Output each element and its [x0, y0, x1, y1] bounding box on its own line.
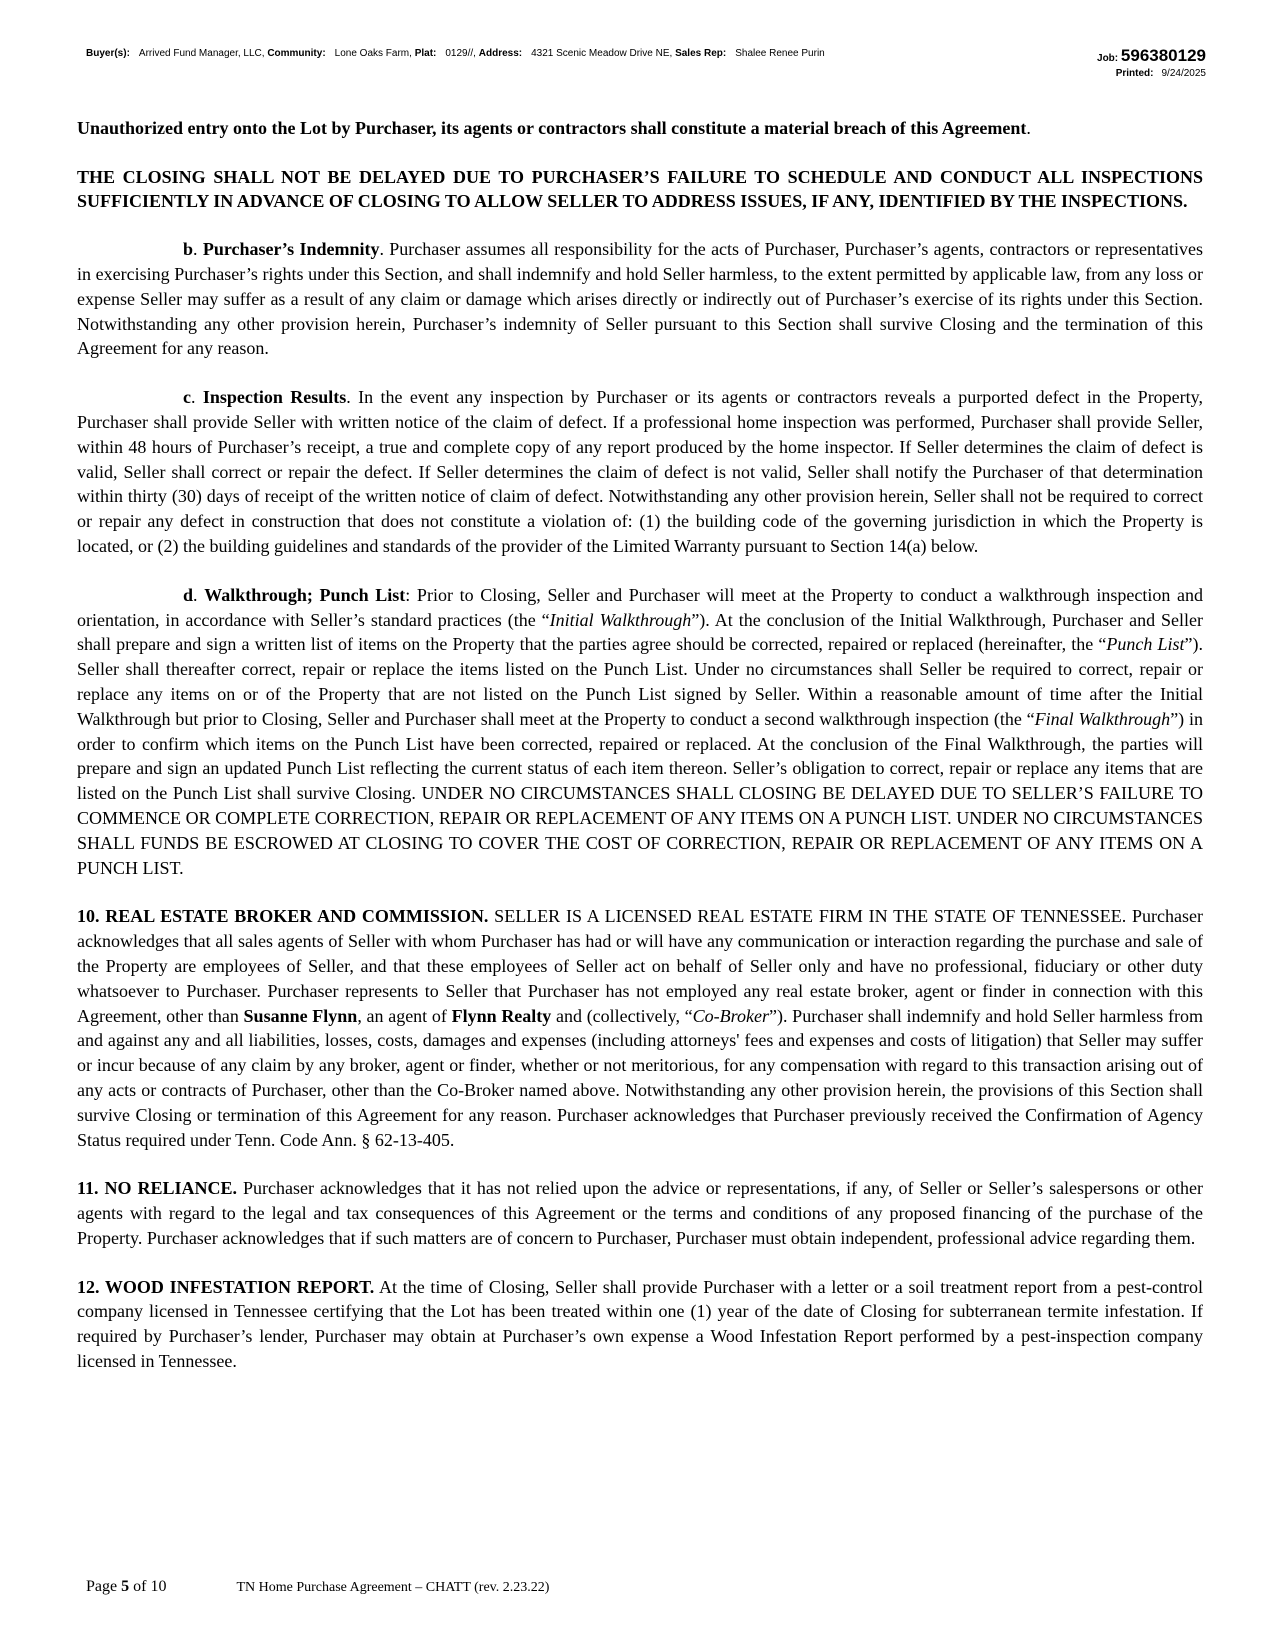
section-11-heading: 11. NO RELIANCE.: [77, 1178, 238, 1199]
section-b-letter: b: [183, 239, 194, 260]
job-label: Job:: [1097, 53, 1119, 64]
address-label: Address:: [478, 48, 523, 59]
job-info: [1097, 46, 1206, 79]
section-d-letter: d: [183, 584, 194, 605]
section-b-purchaser-indemnity: [77, 237, 1203, 361]
community-label: Community:: [267, 48, 326, 59]
closing-not-delayed-notice: THE CLOSING SHALL NOT BE DELAYED DUE TO PURCHASER’S FAILURE TO SCHEDULE AND CONDUCT ALL INSPECTIONS SUFFICIENTLY IN ADVANCE OF CLOSING TO ALLOW SELLER TO ADDRESS ISSUES, IF ANY, IDENTIFIED BY THE INSPECTIONS.: [77, 166, 1203, 211]
co-broker-term: Co-Broker: [692, 1005, 769, 1026]
document-body: [77, 116, 1203, 1374]
unauthorized-entry-end: .: [1026, 118, 1031, 138]
buyer-info-line: [86, 48, 839, 59]
section-d-sep: .: [193, 584, 205, 605]
form-name: TN Home Purchase Agreement – CHATT (rev. 2.23.22): [236, 1580, 550, 1595]
section-10-text-2: , an agent of: [357, 1005, 452, 1026]
unauthorized-entry-bold: Unauthorized entry onto the Lot by Purchaser, its agents or contractors shall constitute a material breach of this Agreement: [77, 118, 1027, 138]
page-total: 10: [150, 1578, 167, 1595]
section-d-text-1: : Prior to Closing, Seller and Purchaser will meet at the Property to conduct a walkthrough inspection and orientation, in accordance with Seller’s standard practices (the “: [77, 584, 1204, 630]
section-12-heading: 12. WOOD INFESTATION REPORT.: [77, 1276, 375, 1297]
section-c-heading: Inspection Results: [202, 387, 347, 408]
co-broker-agent-name: Susanne Flynn: [243, 1005, 358, 1026]
section-b-text: . Purchaser assumes all responsibility for the acts of Purchaser, Purchaser’s agents, contractors or representatives in exercising Purchaser’s rights under this Section, and shall indemnify and hold Seller harmless, to the extent permitted by applicable law, from any loss or expense Seller may suffer as a result of any claim or damage which arises directly or indirectly out of Purchaser’s exercise of its rights under this Section. Notwithstanding any other provision herein, Purchaser’s indemnity of Seller pursuant to this Section shall survive Closing and the termination of this Agreement for any reason.: [77, 239, 1203, 359]
buyer-label: Buyer(s):: [86, 48, 130, 59]
printed-date: 9/24/2025: [1161, 68, 1206, 79]
section-c-sep: .: [191, 387, 203, 408]
section-10-text-3: and (collectively, “: [551, 1005, 693, 1026]
page-indicator: [86, 1578, 166, 1595]
community-value: Lone Oaks Farm,: [334, 48, 412, 59]
address-value: 4321 Scenic Meadow Drive NE,: [531, 48, 673, 59]
section-b-sep: .: [193, 239, 203, 260]
section-d-text-4: ”) in order to confirm which items on the Punch List have been corrected, repaired or replaced. At the conclusion of the Final Walkthrough, the parties will prepare and sign an updated Punch List reflecting the current status of each item thereon. Seller’s obligation to correct, repair or replace any items that are listed on the Punch List shall survive Closing. UNDER NO CIRCUMSTANCES SHALL CLOSING BE DELAYED DUE TO SELLER’S FAILURE TO COMMENCE OR COMPLETE CORRECTION, REPAIR OR REPLACEMENT OF ANY ITEMS ON A PUNCH LIST. UNDER NO CIRCUMSTANCES SHALL FUNDS BE ESCROWED AT CLOSING TO COVER THE COST OF CORRECTION, REPAIR OR REPLACEMENT OF ANY ITEMS ON A PUNCH LIST.: [77, 708, 1204, 878]
page-number: 5: [121, 1578, 130, 1595]
section-10-text-1: SELLER IS A LICENSED REAL ESTATE FIRM IN THE STATE OF TENNESSEE. Purchaser acknowledges that all sales agents of Seller with whom Purchaser has had or will have any communication or interaction regarding the purchase and sale of the Property are employees of Seller, and that these employees of Seller act on behalf of Seller only and have no professional, fiduciary or other duty whatsoever to Purchaser. Purchaser represents to Seller that Purchaser has not employed any real estate broker, agent or finder in connection with this Agreement, other than: [77, 906, 1203, 1026]
section-10-broker-commission: [77, 904, 1203, 1152]
section-c-text: . In the event any inspection by Purchaser or its agents or contractors reveals a purported defect in the Property, Purchaser shall provide Seller with written notice of the claim of defect. If a professional home inspection was performed, Purchaser shall provide Seller, within 48 hours of Purchaser’s receipt, a true and complete copy of any report produced by the home inspector. If Seller determines the claim of defect is valid, Seller shall correct or repair the defect. If Seller determines the claim of defect is not valid, Seller shall notify the Purchaser of that determination within thirty (30) days of receipt of the written notice of claim of defect. Notwithstanding any other provision herein, Seller shall not be required to correct or repair any defect in construction that does not constitute a violation of: (1) the building code of the governing jurisdiction in which the Property is located, or (2) the building guidelines and standards of the provider of the Limited Warranty pursuant to Section 14(a) below.: [77, 387, 1203, 556]
plat-label: Plat:: [414, 48, 437, 59]
section-12-wood-infestation: [77, 1275, 1203, 1374]
section-10-heading: 10. REAL ESTATE BROKER AND COMMISSION.: [77, 906, 489, 927]
section-d-text-3: ”). Seller shall thereafter correct, repair or replace the items listed on the Punch List. Under no circumstances shall Seller be required to correct, repair or replace any items on or of the Property that are not listed on the Punch List signed by Seller. Within a reasonable amount of time after the Initial Walkthrough but prior to Closing, Seller and Purchaser shall meet at the Property to conduct a second walkthrough inspection (the “: [77, 634, 1203, 729]
buyer-value: Arrived Fund Manager, LLC,: [138, 48, 265, 59]
section-d-heading: Walkthrough; Punch List: [204, 584, 406, 605]
section-12-text: At the time of Closing, Seller shall provide Purchaser with a letter or a soil treatment report from a pest-control company licensed in Tennessee certifying that the Lot has been treated within one (1) year of the date of Closing for subterranean termite infestation. If required by Purchaser’s lender, Purchaser may obtain at Purchaser’s own expense a Wood Infestation Report performed by a pest-inspection company licensed in Tennessee.: [77, 1276, 1203, 1372]
of-word: of: [129, 1578, 151, 1595]
document-footer: [86, 1578, 549, 1596]
section-d-text-2: ”). At the conclusion of the Initial Walkthrough, Purchaser and Seller shall prepare and sign a written list of items on the Property that the parties agree should be corrected, repaired or replaced (hereinafter, the “: [77, 609, 1204, 655]
unauthorized-entry-paragraph: [77, 116, 1203, 141]
section-d-walkthrough-punch-list: [77, 583, 1203, 881]
section-b-heading: Purchaser’s Indemnity: [202, 239, 380, 260]
page-word: Page: [86, 1578, 122, 1595]
plat-value: 0129//,: [445, 48, 476, 59]
punch-list-term: Punch List: [1106, 634, 1185, 655]
section-11-no-reliance: [77, 1176, 1203, 1250]
printed-label: Printed:: [1115, 68, 1154, 79]
section-10-text-4: ”). Purchaser shall indemnify and hold Seller harmless from and against any and all liabilities, losses, costs, damages and expenses (including attorneys' fees and expenses and costs of litigation) that Seller may suffer or incur because of any claim by any broker, agent or finder, whether or not meritorious, for any compensation with regard to this transaction arising out of any acts or contracts of Purchaser, other than the Co-Broker named above. Notwithstanding any other provision herein, the provisions of this Section shall survive Closing or termination of this Agreement for any reason. Purchaser acknowledges that Purchaser previously received the Confirmation of Agency Status required under Tenn. Code Ann. § 62-13-405.: [77, 1005, 1203, 1150]
section-c-inspection-results: [77, 385, 1203, 559]
job-number: 596380129: [1120, 46, 1206, 65]
sales-rep-label: Sales Rep:: [675, 48, 727, 59]
co-broker-firm-name: Flynn Realty: [451, 1005, 552, 1026]
section-c-letter: c: [183, 387, 191, 408]
final-walkthrough-term: Final Walkthrough: [1034, 708, 1171, 729]
initial-walkthrough-term: Initial Walkthrough: [549, 609, 692, 630]
section-11-text: Purchaser acknowledges that it has not relied upon the advice or representations, if any, of Seller or Seller’s salespersons or other agents with regard to the legal and tax consequences of this Agreement or the terms and conditions of any proposed financing of the purchase of the Property. Purchaser acknowledges that if such matters are of concern to Purchaser, Purchaser must obtain independent, professional advice regarding them.: [77, 1178, 1204, 1248]
sales-rep-value: Shalee Renee Purin: [735, 48, 825, 59]
document-header: [86, 46, 1206, 96]
